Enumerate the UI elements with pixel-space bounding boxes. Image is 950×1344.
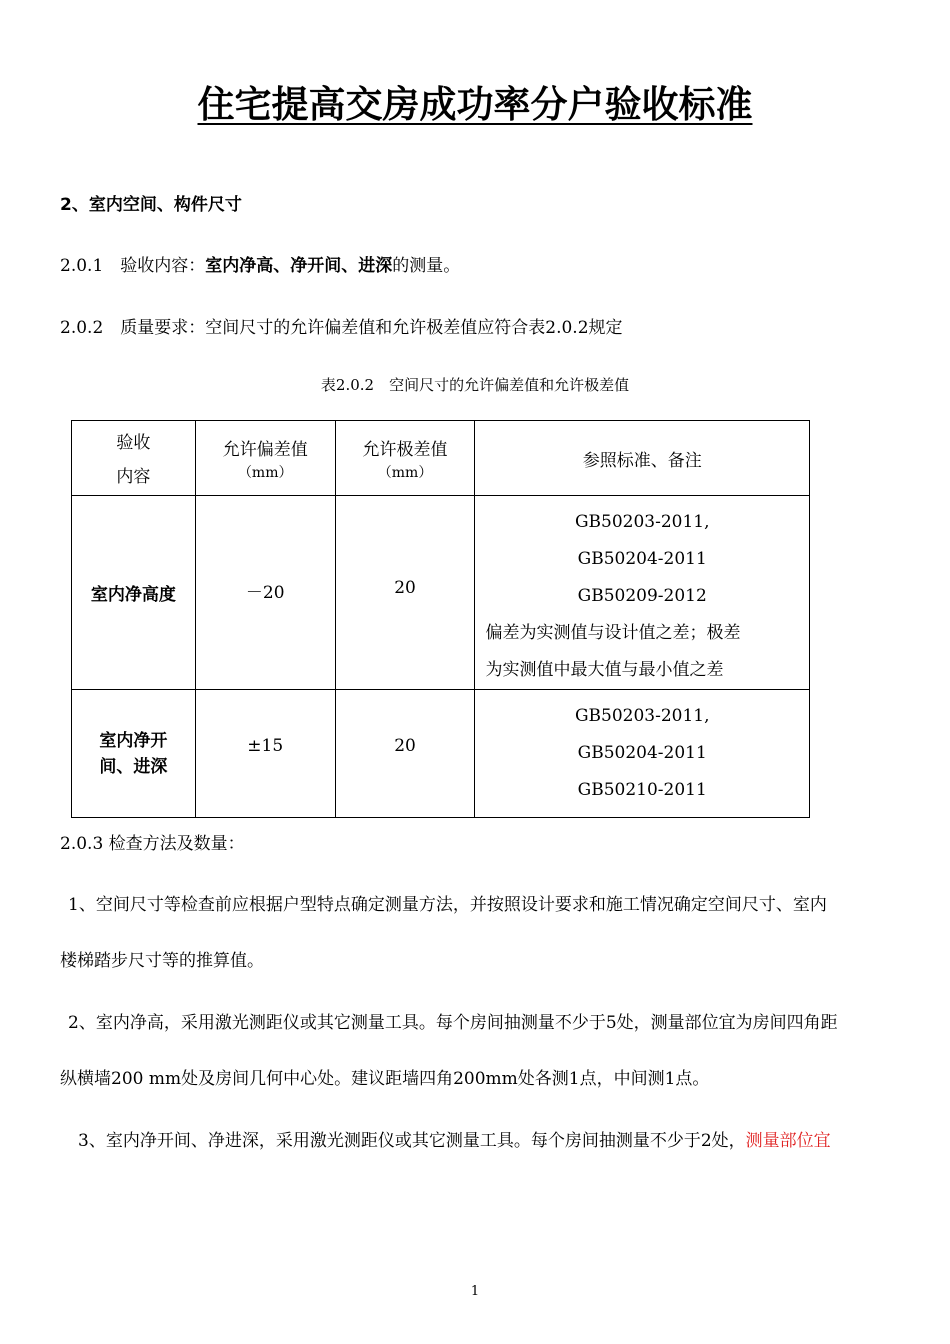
ref-note: 为实测值中最大值与最小值之差 — [485, 660, 724, 680]
table-row — [72, 690, 810, 818]
row-item: 室内净开 间、进深 — [72, 690, 196, 818]
header-deviation: 允许偏差值 （mm） — [195, 421, 335, 496]
item-203: 2.0.3 检查方法及数量： — [60, 834, 245, 854]
paragraph-3-highlight: 测量部位宜 — [745, 1131, 831, 1151]
item-201-prefix: 2.0.1 验收内容： — [60, 256, 206, 276]
tolerance-table — [71, 420, 810, 818]
table-row — [72, 496, 810, 690]
ref-standard: GB50203-2011, — [574, 512, 710, 532]
row-reference — [475, 690, 810, 818]
page-number: 1 — [470, 1284, 480, 1299]
item-201-bold: 室内净高、净开间、进深 — [205, 256, 393, 276]
row-deviation: －20 — [195, 496, 335, 690]
header-reference: 参照标准、备注 — [475, 421, 810, 496]
section-heading: 2、室内空间、构件尺寸 — [60, 195, 242, 215]
paragraph-1: 1、空间尺寸等检查前应根据户型特点确定测量方法，并按照设计要求和施工情况确定空间尺寸、室内 — [68, 895, 827, 915]
document-title: 住宅提高交房成功率分户验收标准 — [197, 83, 753, 126]
ref-standard: GB50204-2011 — [577, 549, 707, 569]
table-caption: 表2.0.2 空间尺寸的允许偏差值和允许极差值 — [320, 376, 630, 394]
ref-standard: GB50209-2012 — [577, 586, 707, 606]
paragraph-1-cont: 楼梯踏步尺寸等的推算值。 — [60, 951, 264, 971]
paragraph-2-cont: 纵横墙200 mm处及房间几何中心处。建议距墙四角200mm处各测1点，中间测1点。 — [60, 1069, 710, 1089]
row-deviation: ±15 — [195, 690, 335, 818]
row-item: 室内净高度 — [72, 496, 196, 690]
row-range: 20 — [335, 690, 475, 818]
paragraph-3 — [78, 1126, 831, 1151]
ref-standard: GB50203-2011, — [574, 706, 710, 726]
header-item: 验收 内容 — [72, 421, 196, 496]
ref-standard: GB50204-2011 — [577, 743, 707, 763]
paragraph-2: 2、室内净高，采用激光测距仪或其它测量工具。每个房间抽测量不少于5处，测量部位宜为房间四角距 — [68, 1013, 838, 1033]
item-201 — [60, 251, 460, 276]
paragraph-3-text: 3、室内净开间、净进深，采用激光测距仪或其它测量工具。每个房间抽测量不少于2处， — [78, 1131, 746, 1151]
item-201-suffix: 的测量。 — [392, 256, 461, 276]
ref-standard: GB50210-2011 — [577, 780, 707, 800]
row-reference — [475, 496, 810, 690]
header-range: 允许极差值 （mm） — [335, 421, 475, 496]
table-header-row — [72, 421, 810, 496]
ref-note: 偏差为实测值与设计值之差；极差 — [485, 623, 741, 643]
row-range: 20 — [335, 496, 475, 690]
item-202: 2.0.2 质量要求：空间尺寸的允许偏差值和允许极差值应符合表2.0.2规定 — [60, 318, 623, 338]
